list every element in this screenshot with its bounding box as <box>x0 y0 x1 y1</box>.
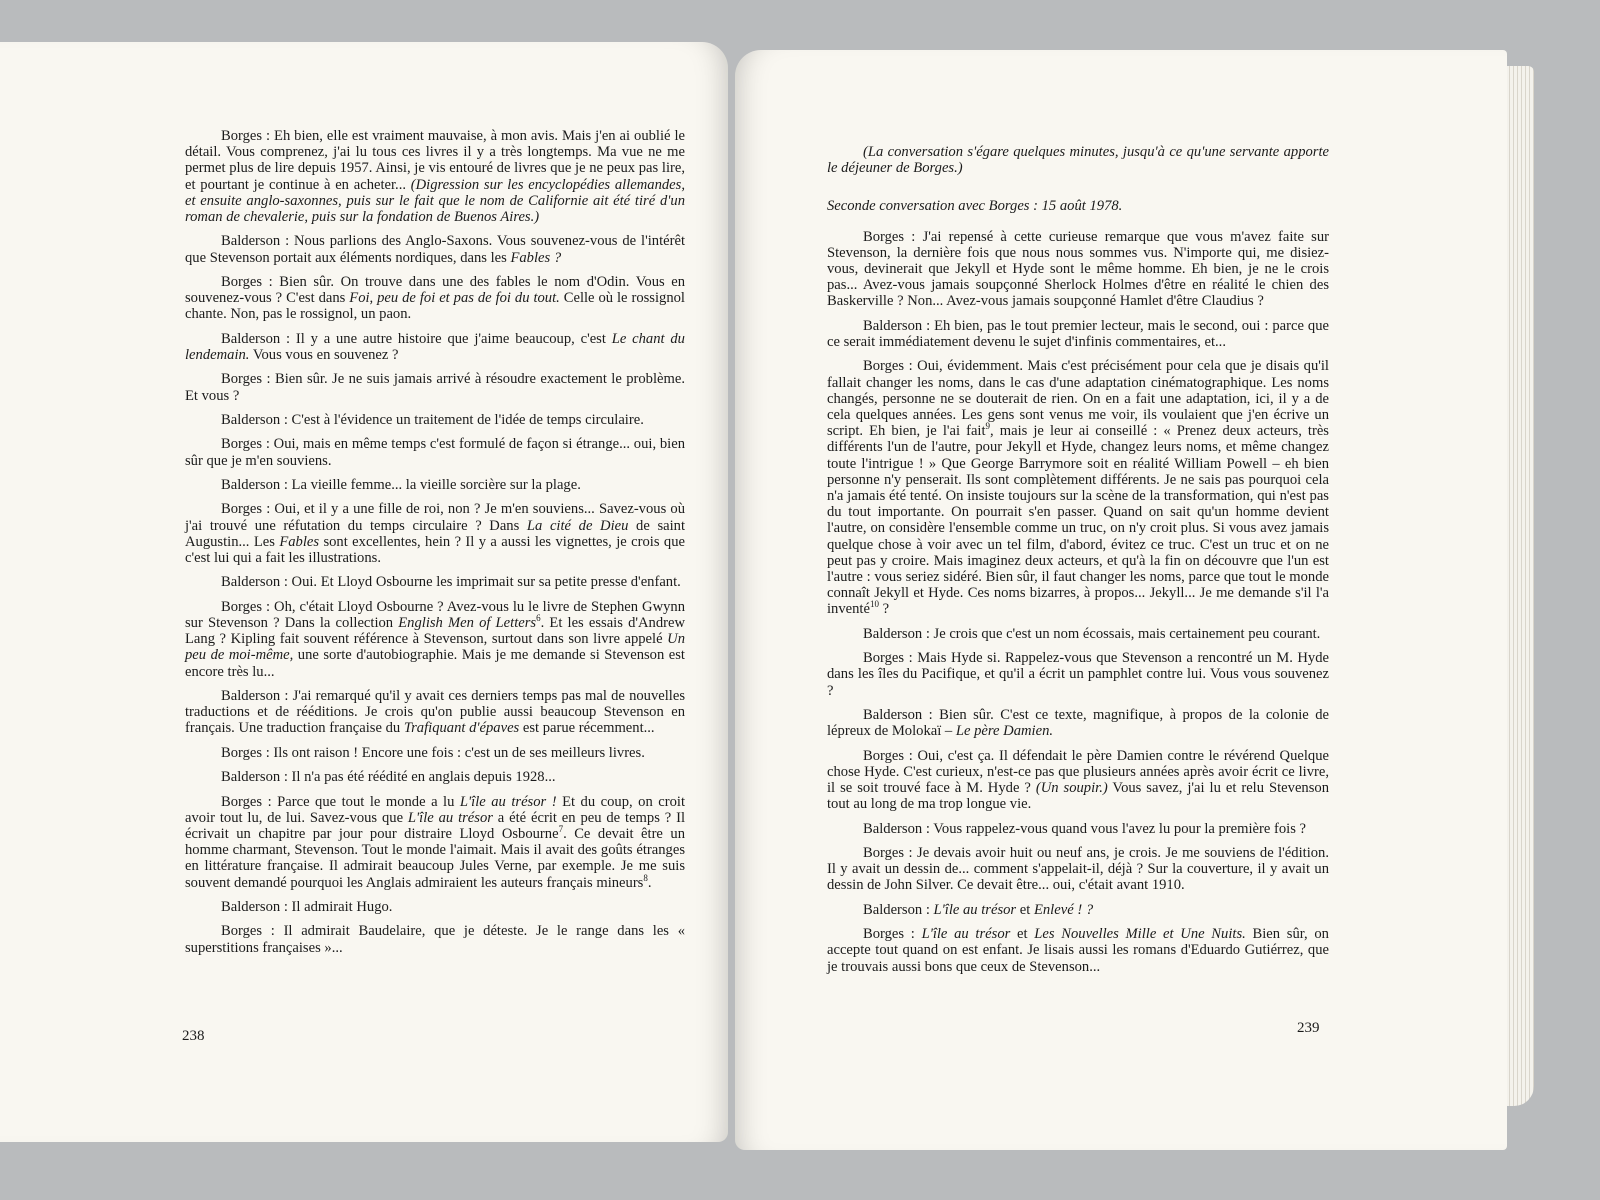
right-page-text <box>827 144 1329 983</box>
dialogue-paragraph-balderson: Balderson : Eh bien, pas le tout premier lecteur, mais le second, oui : parce que ce serait immédiatement devenu le sujet d'infinis commentaires, et... <box>827 317 1329 351</box>
dialogue-paragraph-balderson: Balderson : Je crois que c'est un nom écossais, mais certainement peu courant. <box>863 625 1321 642</box>
dialogue-paragraph-borges: Borges : J'ai repensé à cette curieuse remarque que vous m'avez faite sur Stevenson, la dernière fois que nous nous sommes vus. N'importe qui, me disiez-vous, devinerait que Jekyll et Hyde sont le même homme. Eh bien, je ne le crois pas... Avez-vous jamais soupçonné Sherlock Holmes d'être en réalité le chien des Baskerville ? Non... Avez-vous jamais soupçonné Hamlet d'être Claudius ? <box>827 228 1329 310</box>
left-page <box>0 42 728 1142</box>
dialogue-paragraph-balderson: Balderson : Nous parlions des Anglo-Saxons. Vous souvenez-vous de l'intérêt que Stevenson portait aux éléments nordiques, dans les Fables ? <box>185 233 685 266</box>
dialogue-paragraph-balderson: Balderson : Vous rappelez-vous quand vous l'avez lu pour la première fois ? <box>863 820 1307 837</box>
dialogue-paragraph-borges: Borges : Parce que tout le monde a lu L'île au trésor ! Et du coup, on croit avoir tout lu, de lui. Savez-vous que L'île au trésor a été écrit en peu de temps ? Il écrivait un chapitre par jour pour distraire Lloyd Osbourne$^7$. Ce devait être un homme charmant, Stevenson. Tout le monde l'aimait. Mais il avait des goûts étranges en littérature française. Il admirait beaucoup Jules Verne, par exemple. Je me suis souvent demandé pourquoi les Anglais admiraient les auteurs français mineurs$^8$. <box>185 793 686 891</box>
footnote-ref: 9 <box>985 421 991 432</box>
dialogue-paragraph-borges: Borges : Oui, c'est ça. Il défendait le père Damien contre le révérend Quelque chose Hyde. C'est curieux, n'est-ce pas que plusieurs années après avoir écrit ce livre, il se soit trouvé face à M. Hyde ? (Un soupir.) Vous savez, j'ai lu et relu Stevenson tout au long de ma trop longue vie. <box>827 747 1329 813</box>
dialogue-paragraph-balderson: Balderson : Il n'a pas été réédité en anglais depuis 1928... <box>221 769 556 786</box>
dialogue-paragraph-balderson: Balderson : La vieille femme... la vieille sorcière sur la plage. <box>221 476 581 493</box>
dialogue-paragraph-borges: Borges : Mais Hyde si. Rappelez-vous que Stevenson a rencontré un M. Hyde dans les îles du Pacifique, et qu'il a écrit un pamphlet contre lui. Vous vous souvenez ? <box>827 650 1329 699</box>
footnote-ref: 10 <box>869 599 879 610</box>
dialogue-paragraph-balderson: Balderson : J'ai remarqué qu'il y avait ces derniers temps pas mal de nouvelles traductions et de rééditions. Je crois qu'on publie aussi beaucoup Stevenson en français. Une traduction française du Trafiquant d'épaves est parue récemment... <box>185 687 685 737</box>
right-page-dialogue <box>827 229 1329 975</box>
dialogue-paragraph-balderson: Balderson : C'est à l'évidence un traitement de l'idée de temps circulaire. <box>221 411 644 428</box>
footnote-ref: 8 <box>643 872 648 883</box>
dialogue-paragraph-borges: Borges : Bien sûr. On trouve dans une des fables le nom d'Odin. Vous en souvenez-vous ? C'est dans Foi, peu de foi et pas de foi du tout. Celle où le rossignol chante. Non, pas le rossignol, un paon. <box>185 274 685 323</box>
dialogue-paragraph-borges: Borges : Oui, et il y a une fille de roi, non ? Je m'en souviens... Savez-vous où j'ai trouvé une réfutation du temps circulaire ? Dans La cité de Dieu de saint Augustin... Les Fables sont excellentes, hein ? Il y a aussi les vignettes, je crois que c'est lui qui a fait les illustrations. <box>185 501 686 566</box>
dialogue-paragraph-borges: Borges : Oh, c'était Lloyd Osbourne ? Avez-vous lu le livre de Stephen Gwynn sur Stevenson ? Dans la collection English Men of Letters$^6$. Et les essais d'Andrew Lang ? Kipling fait souvent référence à Stevenson, surtout dans son livre appelé Un peu de moi-même, une sorte d'autobiographie. Mais je me demande si Stevenson est encore très lu... <box>185 598 686 680</box>
dialogue-paragraph-balderson: Balderson : Oui. Et Lloyd Osbourne les imprimait sur sa petite presse d'enfant. <box>221 574 681 591</box>
dialogue-paragraph-balderson: Balderson : Bien sûr. C'est ce texte, magnifique, à propos de la colonie de lépreux de Molokaï – Le père Damien. <box>827 707 1329 740</box>
dialogue-paragraph-balderson: Balderson : L'île au trésor et Enlevé ! ? <box>863 901 1094 918</box>
dialogue-paragraph-balderson: Balderson : Il admirait Hugo. <box>221 898 393 915</box>
dialogue-paragraph-borges: Borges : Ils ont raison ! Encore une fois : c'est un de ses meilleurs livres. <box>221 744 645 761</box>
stage-direction: (La conversation s'égare quelques minutes, jusqu'à ce qu'une servante apporte le déjeuner de Borges.) <box>827 144 1329 177</box>
right-page <box>735 50 1507 1150</box>
left-page-text <box>185 128 685 964</box>
dialogue-paragraph-borges: Borges : Je devais avoir huit ou neuf ans, je crois. Je me souviens de l'édition. Il y avait un dessin de... comment s'appelait-il, déjà ? Sur la couverture, il y avait un dessin de John Silver. Ce devait être... oui, c'était avant 1910. <box>827 845 1329 894</box>
dialogue-paragraph-balderson: Balderson : Il y a une autre histoire que j'aime beaucoup, c'est Le chant du lendemain. Vous vous en souvenez ? <box>185 330 685 363</box>
page-number-left: 238 <box>182 1028 205 1044</box>
section-heading: Seconde conversation avec Borges : 15 août 1978. <box>827 198 1123 215</box>
dialogue-paragraph-borges: Borges : Eh bien, elle est vraiment mauvaise, à mon avis. Mais j'en ai oublié le détail. Vous comprenez, j'ai lu tous ces livres il y a très longtemps. Ma vue ne me permet plus de lire depuis 1957. Ainsi, je vis entouré de livres que je ne peux pas lire, et pourtant je continue à en acheter... (Digression sur les encyclopédies allemandes, et ensuite anglo-saxonnes, puis sur le fait que le nom de Californie ait été tiré d'un roman de chevalerie, puis sur la fondation de Buenos Aires.) <box>185 128 685 226</box>
dialogue-paragraph-borges: Borges : Oui, évidemment. Mais c'est précisément pour cela que je disais qu'il fallait changer les noms, dans le cas d'une adaptation cinématographique. Les noms changés, personne ne se douterait de rien. On en a fait une adaptation, ici, il y a de cela quelques années. Les gens sont venus me voir, ils voulaient que j'en écrive un script. Eh bien, je l'ai fait$^9$, mais je leur ai conseillé : « Prenez deux acteurs, très différents l'un de l'autre, pour Jekyll et Hyde, changez leurs noms, et même changez toute l'intrigue ! » Que George Barrymore soit en réalité William Powell – eh bien personne n'y penserait. Ils sont complètement différents. Je ne sais pas pourquoi cela n'a jamais été tenté. On insiste toujours sur la scène de la transformation, qui n'est pas du tout importante. On pourrait s'en passer. Quand on sait qu'un homme devient l'autre, on considère l'ensemble comme un truc, on n'y croit plus. Si vous avez jamais quelque chose à voir avec un tel film, d'abord, évitez ce truc. C'est un truc et on ne peut pas y croire. Mais imaginez deux acteurs, et qu'à la fin on découvre que l'un est l'autre : vous seriez sidéré. Bien sûr, il faut changer les noms, parce que tout le monde connaît Jekyll et Hyde. Ces noms bizarres, à propos... Jekyll... Je me demande s'il l'a inventé$^{10}$ ? <box>827 358 1329 618</box>
dialogue-paragraph-borges: Borges : Il admirait Baudelaire, que je déteste. Je le range dans les « superstitions françaises »... <box>185 923 685 956</box>
page-number-right: 239 <box>1297 1020 1320 1036</box>
footnote-ref: 6 <box>536 613 541 624</box>
dialogue-paragraph-borges: Borges : L'île au trésor et Les Nouvelles Mille et Une Nuits. Bien sûr, on accepte tout quand on est enfant. Je lisais aussi les romans d'Eduardo Gutiérrez, que je trouvais aussi bons que ceux de Stevenson... <box>827 926 1329 975</box>
footnote-ref: 7 <box>558 824 564 835</box>
dialogue-paragraph-borges: Borges : Oui, mais en même temps c'est formulé de façon si étrange... oui, bien sûr que je m'en souviens. <box>185 436 685 469</box>
dialogue-paragraph-borges: Borges : Bien sûr. Je ne suis jamais arrivé à résoudre exactement le problème. Et vous ? <box>185 371 685 404</box>
